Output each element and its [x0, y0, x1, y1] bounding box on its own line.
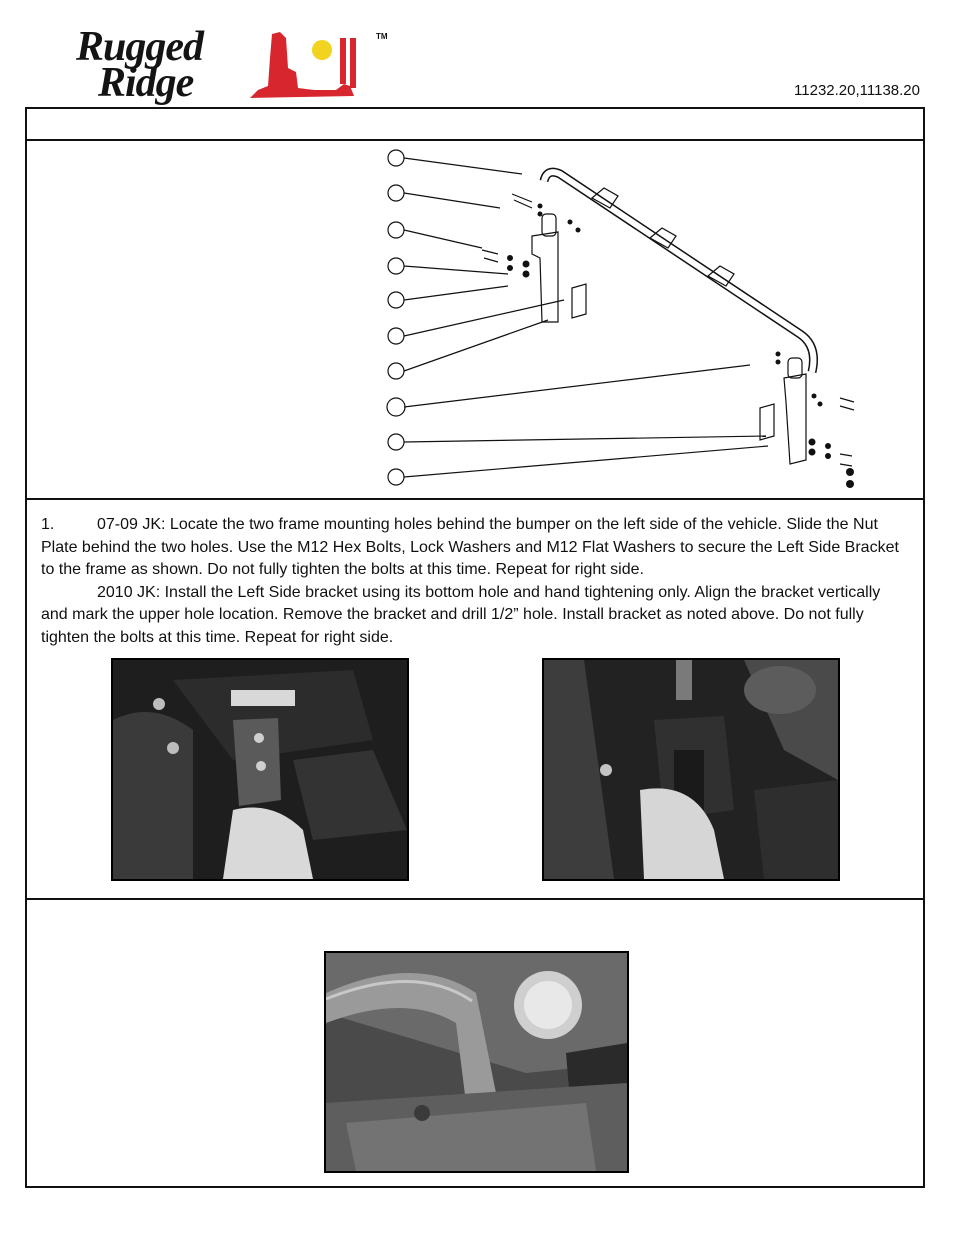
- trademark-mark: TM: [376, 32, 388, 41]
- instruction-table: [25, 107, 925, 1188]
- step-1-paragraph-2: 2010 JK: Install the Left Side bracket using its bottom hole and hand tightening only. Align the bracket vertically and mark the upper hole location. Remove the bracket and drill 1/2” hole. Install bracket as noted above. Do not fully tighten the bolts at this time. Repeat for right side.: [41, 583, 881, 646]
- step-2-row: [27, 900, 923, 1186]
- step-number: 1.: [41, 516, 55, 533]
- step-1-paragraph-1: 07-09 JK: Locate the two frame mounting holes behind the bumper on the left side of the vehicle. Slide the Nut Plate behind the two holes. Use the M12 Hex Bolts, Lock Washers and M12 Flat Washers to secure the Left Side Bracket to the frame as shown. Do not fully tighten the bolts at this time. Repeat for right side.: [41, 516, 899, 578]
- title-row: [27, 109, 923, 141]
- photo-bracket-install-left: [111, 658, 409, 881]
- red-rock-icon: [244, 28, 384, 100]
- step-1-row: [27, 500, 923, 900]
- brand-word-ridge: Ridge: [98, 60, 194, 106]
- parts-diagram-row: [27, 141, 923, 500]
- part-numbers: 11232.20,11138.20: [794, 82, 920, 99]
- brand-word-rugged: Rugged: [76, 24, 204, 70]
- callout-circles: [387, 150, 405, 485]
- photo-bracket-install-right: [542, 658, 840, 881]
- photo-installed-bar: [324, 951, 629, 1173]
- step-1-text: [41, 514, 911, 649]
- brand-logo: [74, 24, 394, 104]
- exploded-parts-diagram: [382, 146, 862, 491]
